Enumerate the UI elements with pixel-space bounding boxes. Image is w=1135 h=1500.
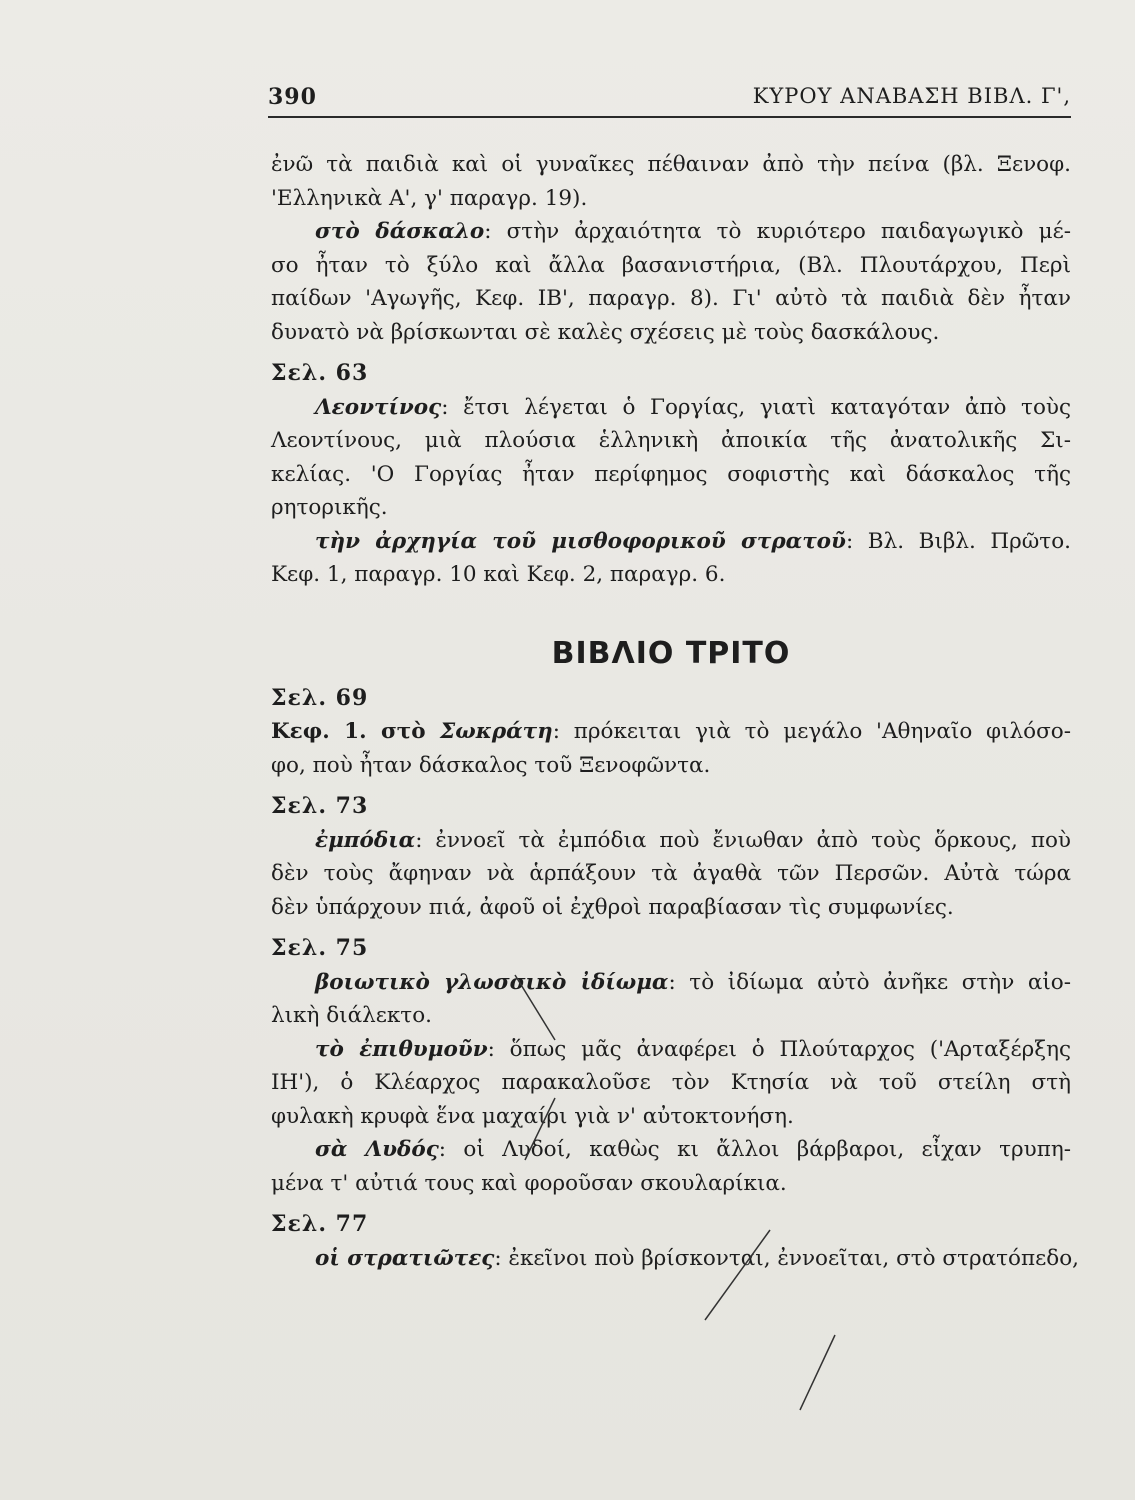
section-page-ref: Σελ. 63 xyxy=(271,360,369,386)
gloss-term: τὸ ἐπιθυμοῦν xyxy=(315,1036,488,1062)
page-body xyxy=(271,148,1079,1275)
text-line: φο, ποὺ ἦταν δάσκαλος τοῦ Ξενοφῶντα. xyxy=(271,752,711,778)
text-line xyxy=(271,1242,1079,1276)
gloss-text: : ἐκεῖνοι ποὺ βρίσκονται, ἐννοεῖται, στὸ στρατόπεδο, xyxy=(494,1245,1079,1271)
gloss-term: στὸ δάσκαλο xyxy=(315,219,485,244)
gloss-text: : οἱ Λυδοί, καθὼς κι ἄλλοι βάρβαροι, εἶχαν τρυπη- xyxy=(438,1137,1071,1162)
text-line: ΙΗ'), ὁ Κλέαρχος παρακαλοῦσε τὸν Κτησία νὰ τοῦ στείλη στὴ xyxy=(271,1070,1071,1095)
page-header xyxy=(268,82,1071,118)
text-line: παίδων 'Αγωγῆς, Κεφ. ΙΒ', παραγρ. 8). Γι' αὐτὸ τὰ παιδιὰ δὲν ἦταν xyxy=(271,286,1071,311)
gloss-text: : ὅπως μᾶς ἀναφέρει ὁ Πλούταρχος ('Αρταξέρξης xyxy=(487,1036,1071,1062)
text-line: σο ἦταν τὸ ξύλο καὶ ἄλλα βασανιστήρια, (Βλ. Πλουτάρχου, Περὶ xyxy=(271,252,1071,278)
text-line: 'Ελληνικὰ Α', γ' παραγρ. 19). xyxy=(271,185,588,211)
text-line: Κεφ. 1, παραγρ. 10 καὶ Κεφ. 2, παραγρ. 6. xyxy=(271,562,726,587)
section-page-ref: Σελ. 73 xyxy=(271,793,369,819)
text-line xyxy=(271,391,1071,425)
section-page-ref: Σελ. 75 xyxy=(271,935,369,961)
gloss-text: : Βλ. Βιβλ. Πρῶτο. xyxy=(845,528,1071,554)
gloss-term: σὰ Λυδός xyxy=(315,1137,439,1162)
gloss-term: οἱ στρατιῶτες xyxy=(315,1245,495,1271)
section-page-ref: Σελ. 69 xyxy=(271,684,369,711)
text-line: δὲν ὑπάρχουν πιά, ἀφοῦ οἱ ἐχθροὶ παραβίασαν τὶς συμφωνίες. xyxy=(271,894,954,920)
running-title: ΚΥΡΟΥ ΑΝΑΒΑΣΗ ΒΙΒΛ. Γ', xyxy=(752,84,1071,108)
gloss-text: : τὸ ἰδίωμα αὐτὸ ἀνῆκε στὴν αἰο- xyxy=(668,969,1071,995)
text-line xyxy=(271,715,1071,749)
gloss-text: : ἔτσι λέγεται ὁ Γοργίας, γιατὶ καταγόταν ἀπὸ τοὺς xyxy=(441,394,1071,420)
text-line xyxy=(271,966,1071,1000)
section-page-ref: Σελ. 77 xyxy=(271,1211,369,1237)
gloss-term: τὴν ἀρχηγία τοῦ μισθοφορικοῦ στρατοῦ xyxy=(315,528,846,554)
text-line: φυλακὴ κρυφὰ ἕνα μαχαίρι γιὰ ν' αὐτοκτονήση. xyxy=(271,1103,794,1129)
gloss-text: : πρόκειται γιὰ τὸ μεγάλο 'Αθηναῖο φιλόσο- xyxy=(552,719,1071,744)
text-line: ἐνῶ τὰ παιδιὰ καὶ οἱ γυναῖκες πέθαιναν ἀπὸ τὴν πείνα (βλ. Ξενοφ. xyxy=(271,152,1071,177)
text-line: κελίας. 'Ο Γοργίας ἦταν περίφημος σοφιστὴς καὶ δάσκαλος τῆς xyxy=(271,461,1071,487)
text-line xyxy=(271,525,1071,559)
gloss-term: βοιωτικὸ γλωσσικὸ ἰδίωμα xyxy=(315,969,669,995)
pencil-stroke xyxy=(800,1335,835,1410)
chapter-ref: Κεφ. 1. στὸ xyxy=(271,719,441,744)
text-line: Λεοντίνους, μιὰ πλούσια ἑλληνικὴ ἀποικία τῆς ἀνατολικῆς Σι- xyxy=(271,428,1071,453)
text-line: δυνατὸ νὰ βρίσκωνται σὲ καλὲς σχέσεις μὲ τοὺς δασκάλους. xyxy=(271,319,940,345)
gloss-text: : στὴν ἀρχαιότητα τὸ κυριότερο παιδαγωγικὸ μέ- xyxy=(484,219,1071,244)
gloss-term: Σωκράτη xyxy=(440,719,553,744)
text-line xyxy=(271,1133,1071,1167)
text-line: λικὴ διάλεκτο. xyxy=(271,1003,432,1028)
book-heading: ΒΙΒΛΙΟ ΤΡΙΤΟ xyxy=(551,635,791,671)
text-line xyxy=(271,1033,1071,1067)
page-number: 390 xyxy=(268,84,317,110)
gloss-term: ἐμπόδια xyxy=(315,827,416,853)
text-line xyxy=(271,215,1071,249)
text-line: μένα τ' αὐτιά τους καὶ φοροῦσαν σκουλαρίκια. xyxy=(271,1170,787,1196)
gloss-term: Λεοντίνος xyxy=(315,394,442,420)
text-line: ρητορικῆς. xyxy=(271,495,388,520)
gloss-text: : ἐννοεῖ τὰ ἐμπόδια ποὺ ἔνιωθαν ἀπὸ τοὺς ὅρκους, ποὺ xyxy=(415,827,1071,853)
text-line xyxy=(271,824,1071,858)
text-line: δὲν τοὺς ἄφηναν νὰ ἁρπάξουν τὰ ἀγαθὰ τῶν Περσῶν. Αὐτὰ τώρα xyxy=(271,861,1071,886)
